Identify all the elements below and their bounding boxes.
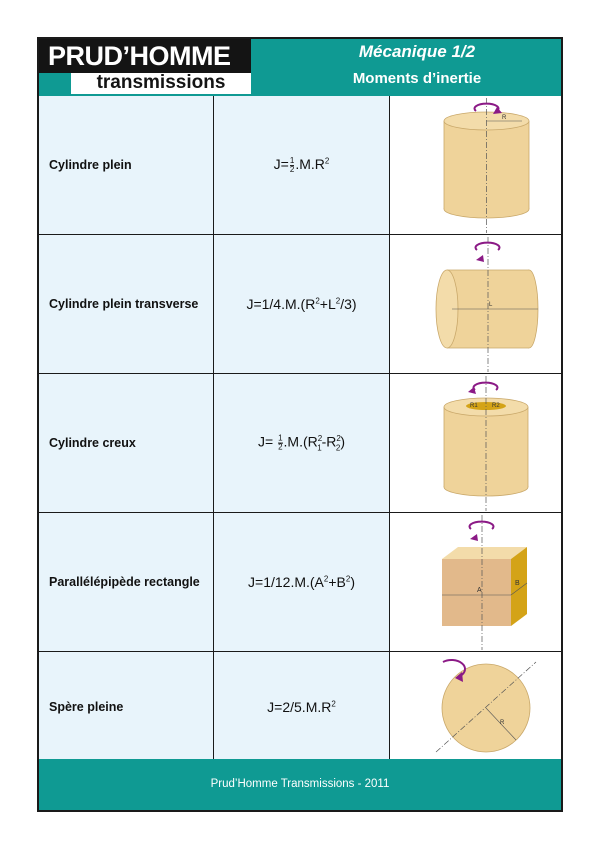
table-row <box>39 652 561 762</box>
transverse-cylinder-figure <box>390 235 561 374</box>
shape-name: Spère pleine <box>49 699 124 714</box>
side-a-label: A <box>477 587 482 594</box>
rotation-arrow-icon <box>468 387 476 394</box>
formula: $J=1/12.M.(A^2+B^2)$ <box>248 574 355 590</box>
side-b-label: B <box>515 580 520 587</box>
table-row <box>39 374 561 513</box>
hollow-cylinder-figure <box>390 374 561 513</box>
formula: $J=2/5.M.R^2$ <box>267 698 336 715</box>
formula: J= $\frac{1}{2}$ $.M.R^2$ <box>273 155 330 174</box>
rotation-arrow-icon <box>493 107 502 114</box>
sheet-subtitle: Moments d’inertie <box>352 70 482 87</box>
footer-bar: Prud’Homme Transmissions - 2011 <box>39 759 561 810</box>
brand-logo-top: PRUD’HOMME <box>39 39 251 73</box>
brand-logo-bottom: transmissions <box>71 73 251 94</box>
shape-name: Parallélépipède rectangle <box>49 575 200 589</box>
fraction-one-half: $\frac{1}{2}$ <box>278 433 283 452</box>
sheet-frame <box>37 37 563 812</box>
table-row <box>39 513 561 652</box>
table-row <box>39 235 561 374</box>
length-label: L <box>489 302 493 308</box>
formula: J= $\frac{1}{2}$ $.M.(R^2_1-R^2_2)$ <box>257 433 345 453</box>
radius-label: R <box>500 720 505 726</box>
shape-name: Cylindre plein transverse <box>49 297 199 311</box>
rotation-arrow-icon <box>470 534 478 541</box>
solid-cylinder-figure <box>390 96 561 235</box>
radius-label: R <box>502 115 507 121</box>
shape-name: Cylindre plein <box>49 158 132 172</box>
solid-sphere-figure <box>390 652 561 762</box>
outer-radius-label: R2 <box>492 403 500 409</box>
shape-name: Cylindre creux <box>49 436 136 450</box>
inner-radius-label: R1 <box>470 403 478 409</box>
rotation-arrow-icon <box>476 255 484 262</box>
formula: $J=1/4.M.(R^2+L^2/3)$ <box>246 296 357 312</box>
table-row <box>39 96 561 235</box>
rectangular-block-figure <box>390 513 561 652</box>
sheet-title: Mécanique 1/2 <box>358 42 476 61</box>
fraction-one-half: $\frac{1}{2}$ <box>289 155 295 174</box>
header-bar <box>39 39 561 96</box>
